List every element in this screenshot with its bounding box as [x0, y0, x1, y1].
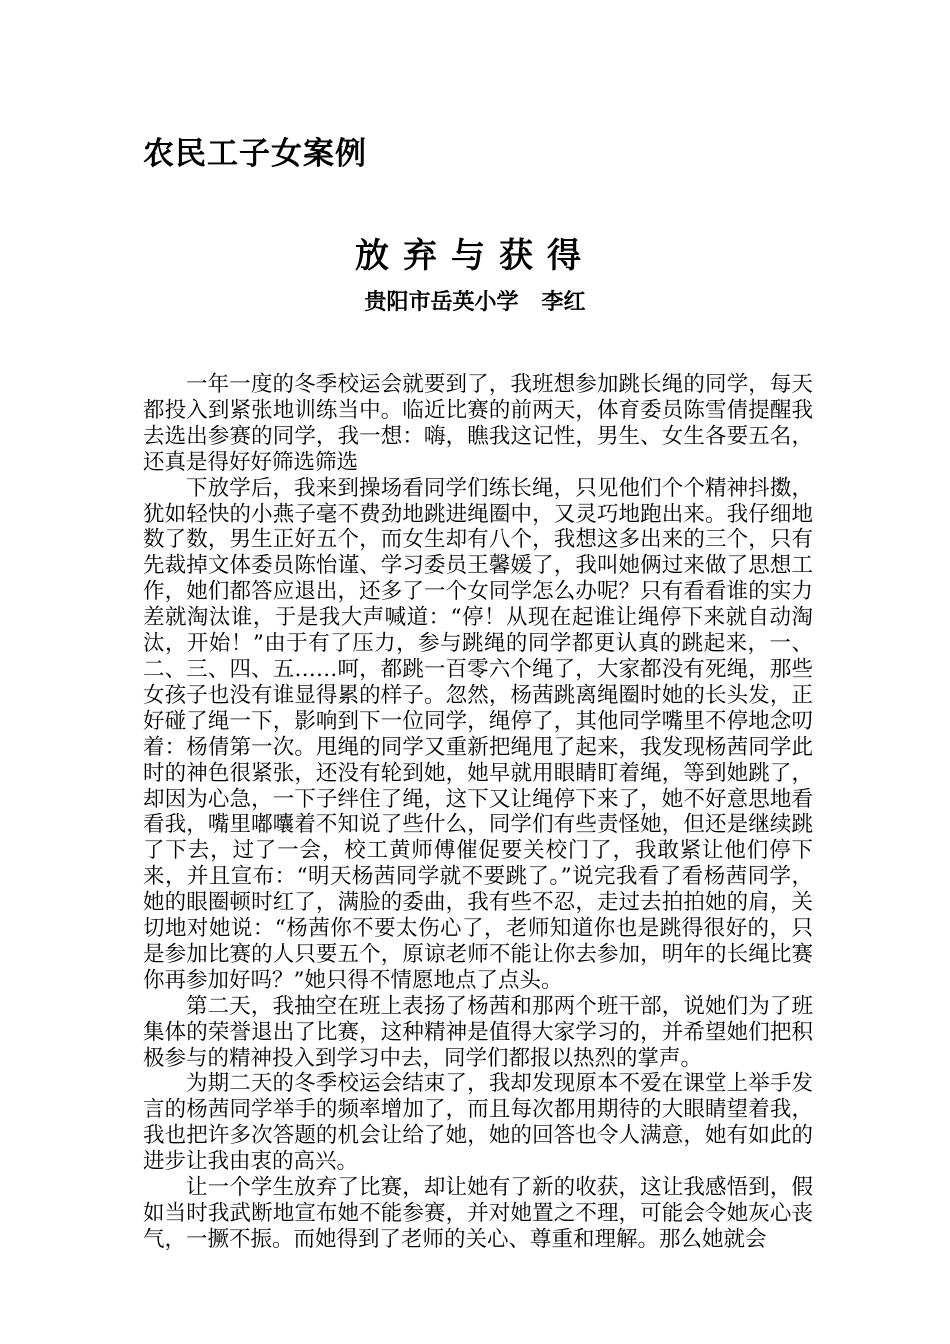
section-heading: 农民工子女案例: [143, 136, 367, 172]
paragraph: 第二天，我抽空在班上表扬了杨茜和那两个班干部，说她们为了班集体的荣誉退出了比赛，这种精神是值得大家学习的，并希望她们把积极参与的精神投入到学习中去，同学们都报以热烈的掌声。: [143, 993, 813, 1071]
paragraph: 下放学后，我来到操场看同学们练长绳，只见他们个个精神抖擞，犹如轻快的小燕子毫不费劲地跳进绳圈中，又灵巧地跑出来。我仔细地数了数，男生正好五个，而女生却有八个，我想这多出来的三个，只有先裁掉文体委员陈怡谨、学习委员王馨媛了，我叫她俩过来做了思想工作，她们都答应退出，还多了一个女同学怎么办呢？只有看看谁的实力差就淘汰谁，于是我大声喊道：“停！从现在起谁让绳停下来就自动淘汰，开始！”由于有了压力，参与跳绳的同学都更认真的跳起来，一、二、三、四、五……呵，都跳一百零六个绳了，大家都没有死绳，那些女孩子也没有谁显得累的样子。忽然，杨茜跳离绳圈时她的长头发，正好碰了绳一下，影响到下一位同学，绳停了，其他同学嘴里不停地念叨着：杨倩第一次。甩绳的同学又重新把绳甩了起来，我发现杨茜同学此时的神色很紧张，还没有轮到她，她早就用眼睛盯着绳，等到她跳了，却因为心急，一下子绊住了绳，这下又让绳停下来了，她不好意思地看看我，嘴里嘟囔着不知说了些什么，同学们有些责怪她，但还是继续跳了下去，过了一会，校工黄师傅催促要关校门了，我敢紧让他们停下来，并且宣布：“明天杨茜同学就不要跳了。”说完我看了看杨茜同学，她的眼圈顿时红了，满脸的委曲，我有些不忍，走过去拍拍她的肩，关切地对她说：“杨茜你不要太伤心了，老师知道你也是跳得很好的，只是参加比赛的人只要五个，原谅老师不能让你去参加，明年的长绳比赛你再参加好吗？”她只得不情愿地点了点头。: [143, 475, 813, 993]
author-line: 贵阳市岳英小学 李红: [364, 290, 586, 315]
body-text: [143, 372, 813, 1253]
paragraph: 让一个学生放弃了比赛，却让她有了新的收获，这让我感悟到，假如当时我武断地宣布她不能参赛，并对她置之不理，可能会令她灰心丧气，一撅不振。而她得到了老师的关心、尊重和理解。那么她就会: [143, 1175, 813, 1252]
paragraph: 为期二天的冬季校运会结束了，我却发现原本不爱在课堂上举手发言的杨茜同学举手的频率增加了，而且每次都用期待的大眼睛望着我，我也把许多次答题的机会让给了她，她的回答也令人满意，她有如此的进步让我由衷的高兴。: [143, 1071, 813, 1175]
document-title: 放弃与获得: [355, 236, 595, 276]
paragraph: 一年一度的冬季校运会就要到了，我班想参加跳长绳的同学，每天都投入到紧张地训练当中。临近比赛的前两天，体育委员陈雪倩提醒我去选出参赛的同学，我一想：嗨，瞧我这记性，男生、女生各要五名，还真是得好好筛选筛选: [143, 372, 813, 475]
